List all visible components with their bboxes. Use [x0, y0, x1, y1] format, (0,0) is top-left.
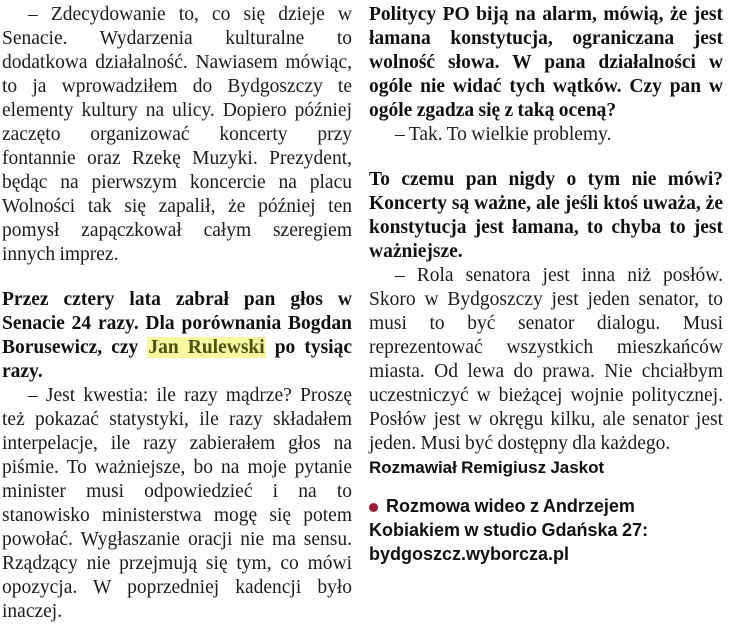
interview-question: [2, 288, 352, 384]
column-left: [2, 3, 352, 624]
interview-question: Politycy PO biją na alarm, mówią, że jest łamana konstytucja, ograniczana jest wolność słowa. W pana działalności w ogóle nie widać tych wątków. Czy pan w ogóle zgadza się z taką oceną?: [369, 4, 723, 121]
bullet-icon: [369, 503, 378, 512]
interview-answer: – Zdecydowanie to, co się dzieje w Senacie. Wydarzenia kulturalne to dodatkowa działalność. Nawiasem mówiąc, to ja wprowadziłem do Bydgoszczy te elementy kultury na ulicy. Dopiero później zaczęto organizować koncerty przy fontannie oraz Rzekę Muzyki. Prezydent, będąc na pierwszym koncercie na placu Wolności tak się zapalił, że później ten pomysł zapączkował całym szeregiem innych imprez.: [2, 4, 352, 265]
interview-question: To czemu pan nigdy o tym nie mówi? Koncerty są ważne, ale jeśli ktoś uważa, że konstytucja jest łamana, to chyba to jest ważniejsze.: [369, 169, 723, 262]
question-text-post: po tysiąc razy.: [2, 337, 353, 382]
interview-answer: – Jest kwestia: ile razy mądrze? Proszę też pokazać statystyki, ile razy składałem interpelacje, ile razy zabierałem głos na piśmie. To ważniejsze, bo na moje pytanie minister musi odpowiedzieć i na to stanowisko ministerstwa mogę się potem powołać. Wygłaszanie oracji nie ma sensu. Rządzący nie przejmują się tym, co mówi opozycja. W poprzedniej kadencji było inaczej.: [2, 385, 352, 622]
promo-note: [369, 494, 723, 566]
interview-answer: – Rola senatora jest inna niż posłów. Skoro w Bydgoszczy jest jeden senator, to musi to być senator dialogu. Musi reprezentować wszystkich mieszkańców miasta. Od lewa do prawa. Nie chciałbym uczestniczyć w bieżącej wojnie politycznej. Posłów jest w okręgu kilku, ale senator jest jeden. Musi być dostępny dla każdego.: [369, 265, 723, 454]
interview-answer: – Tak. To wielkie problemy.: [395, 124, 612, 145]
link-jan-rulewski[interactable]: Jan Rulewski: [148, 337, 265, 358]
byline: Rozmawiał Remigiusz Jaskot: [369, 458, 605, 477]
question-text-pre: Przez cztery lata zabrał pan głos w Senacie 24 razy. Dla porównania Bogdan Borusewicz, czy: [2, 289, 352, 358]
column-right: [369, 3, 723, 624]
promo-text: Rozmowa wideo z Andrzejem Kobiakiem w studio Gdańska 27: bydgoszcz.wyborcza.pl: [369, 496, 649, 564]
